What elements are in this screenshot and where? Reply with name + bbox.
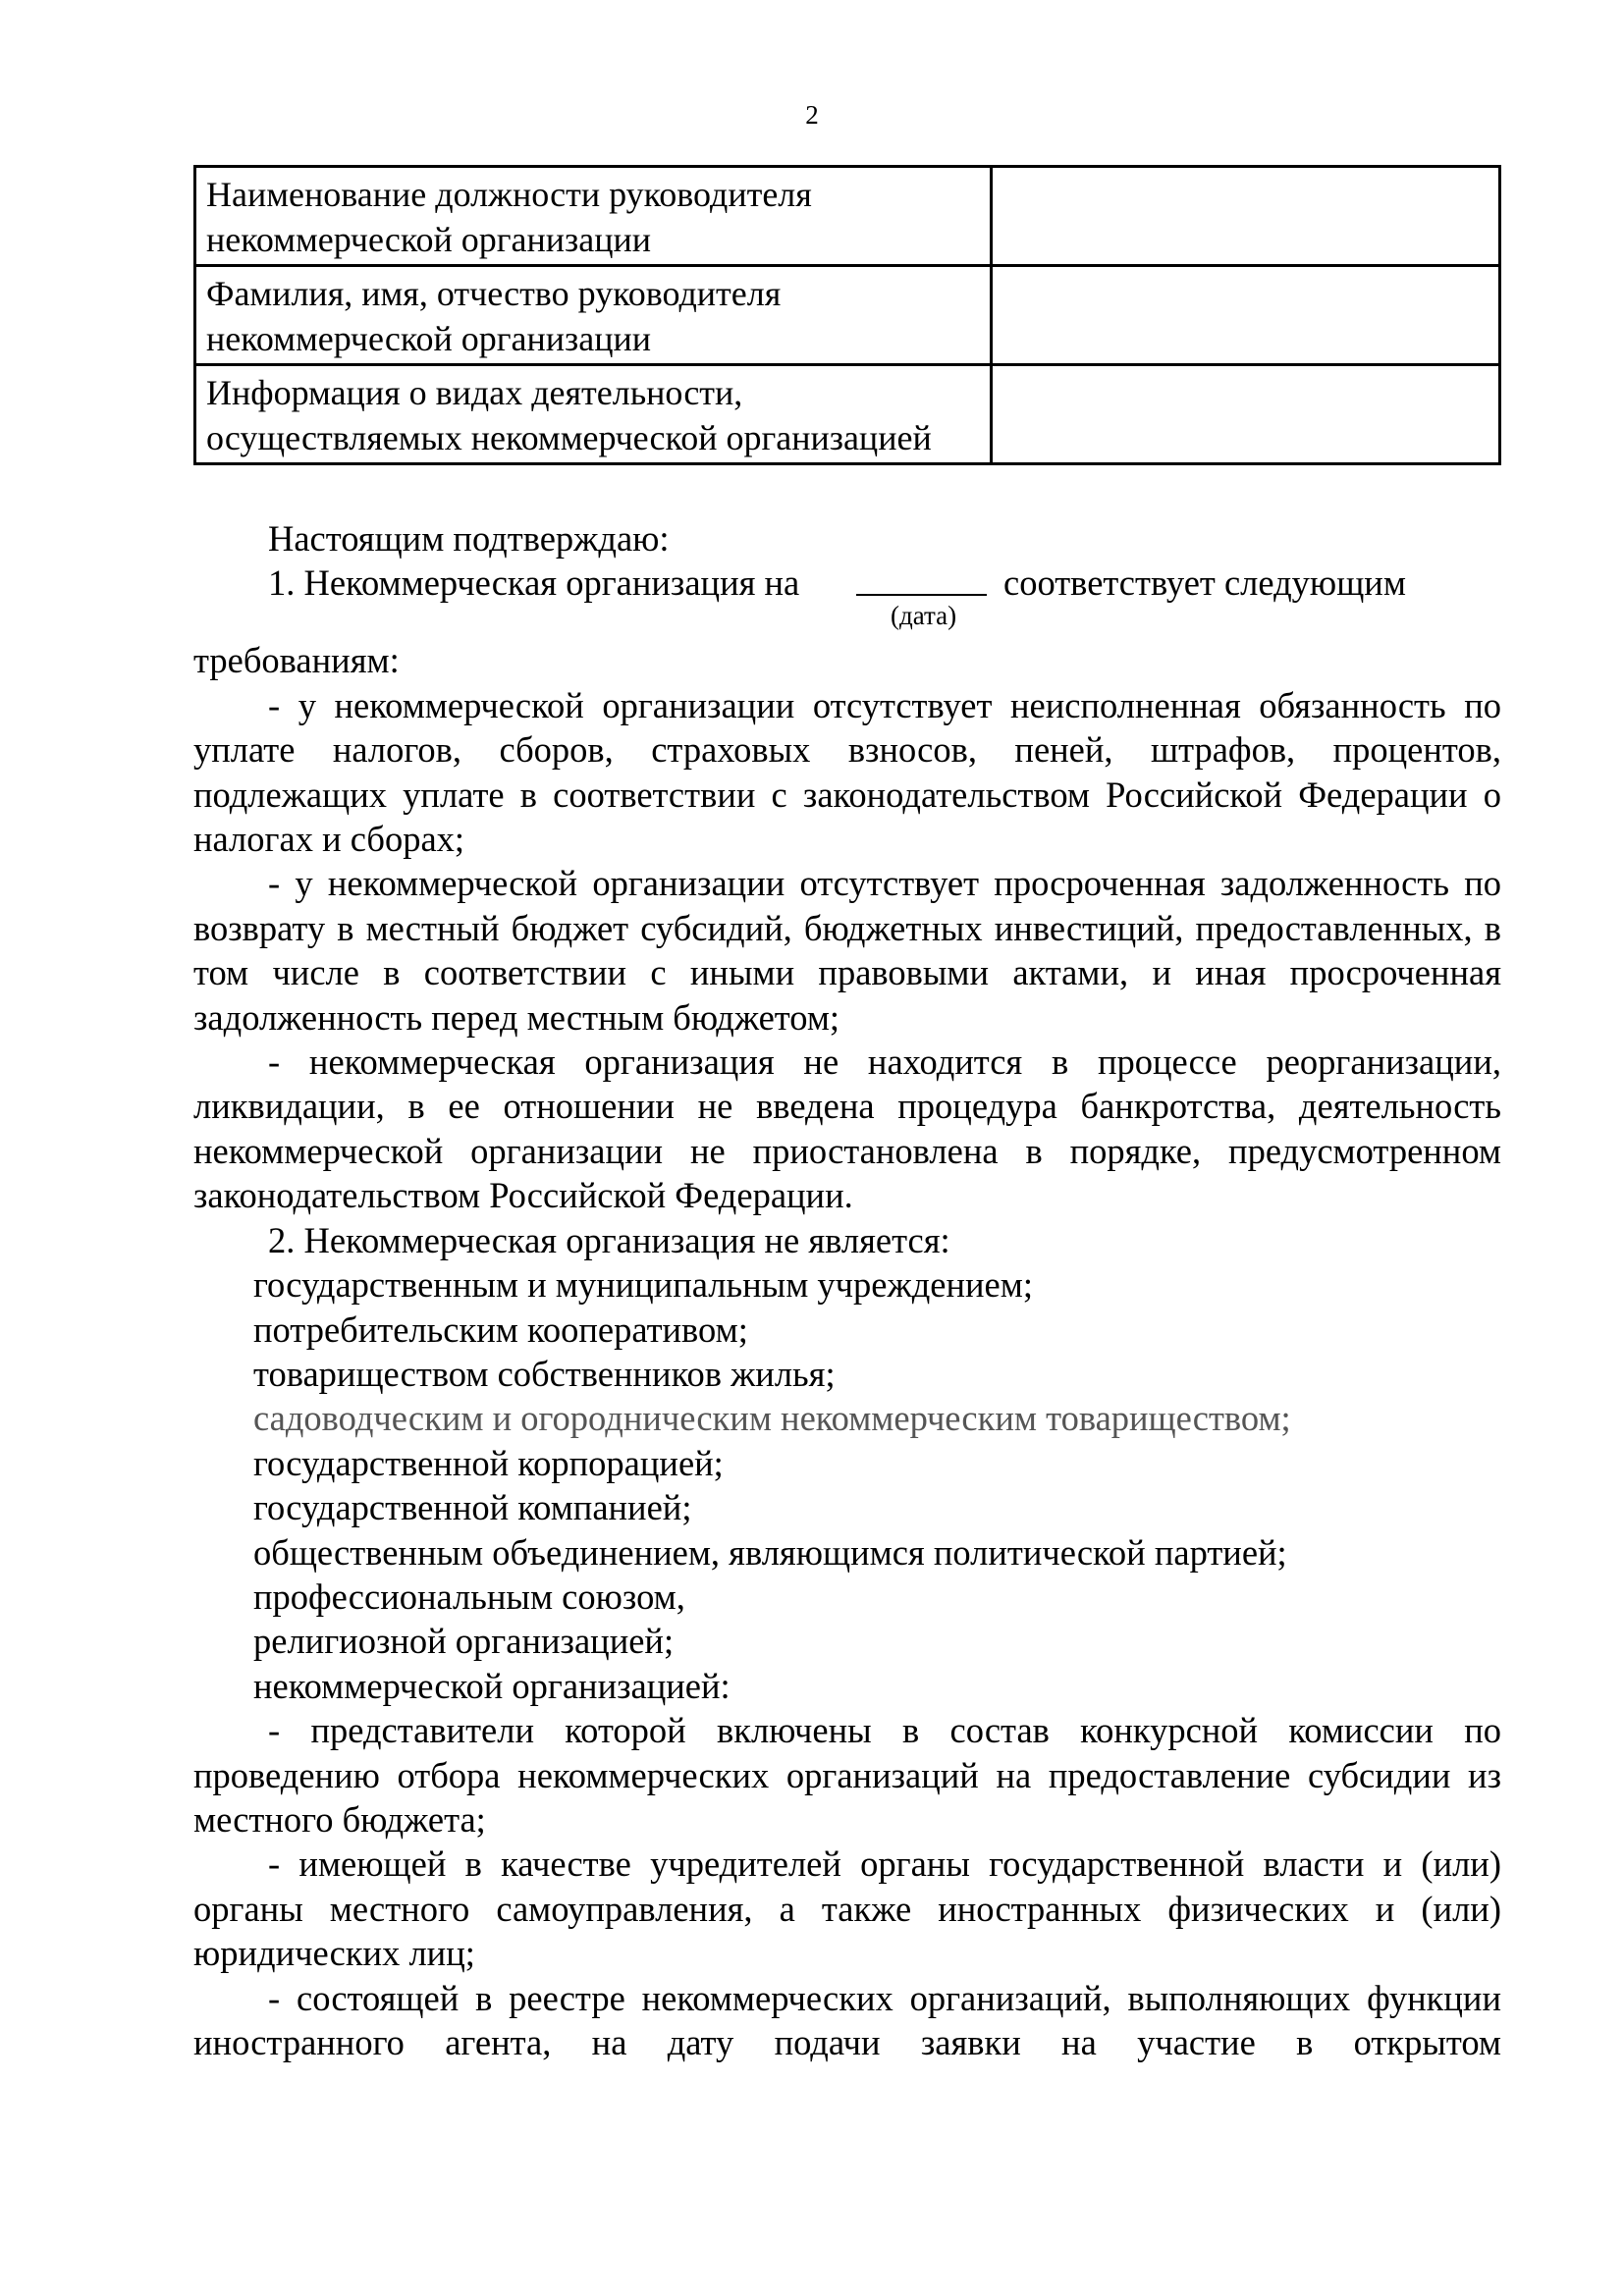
- confirm-intro: Настоящим подтверждаю:: [268, 518, 670, 559]
- item1-trail: соответствует следующим: [1003, 562, 1406, 604]
- table-value-cell[interactable]: [992, 167, 1500, 266]
- requirement-paragraph: - у некоммерческой организации отсутствует неисполненная обязанность по уплате налогов, сборов, страховых взносов, пеней, штрафов, процентов, подлежащих уплате в соответствии с законодательством Российской Федерации о налогах и сборах;: [193, 684, 1501, 860]
- requirement-paragraph: - у некоммерческой организации отсутствует просроченная задолженность по возврату в местный бюджет субсидий, бюджетных инвестиций, предоставленных, в том числе в соответствии с иными правовыми актами, и иная просроченная задолженность перед местным бюджетом;: [193, 863, 1501, 1038]
- document-body: [193, 516, 1501, 2064]
- exclusion-item: садоводческим и огородническим некоммерческим товариществом;: [253, 1398, 1291, 1439]
- table-label-cell: Фамилия, имя, отчество руководителя некоммерческой организации: [195, 266, 992, 365]
- exclusion-item: некоммерческой организацией:: [253, 1665, 731, 1706]
- nko-condition-paragraph: - состоящей в реестре некоммерческих организаций, выполняющих функции иностранного агента, на дату подачи заявки на участие в открытом: [193, 1977, 1501, 2062]
- item1-line: [193, 561, 1501, 605]
- exclusion-item: профессиональным союзом,: [253, 1575, 685, 1617]
- item2-heading: 2. Некоммерческая организация не является:: [268, 1219, 950, 1260]
- table-row: [195, 266, 1500, 365]
- date-blank-field[interactable]: [856, 594, 987, 596]
- exclusion-item: государственной корпорацией;: [253, 1442, 724, 1483]
- table-row: [195, 365, 1500, 464]
- table-label-cell: Информация о видах деятельности, осуществляемых некоммерческой организацией: [195, 365, 992, 464]
- table-label-cell: Наименование должности руководителя некоммерческой организации: [195, 167, 992, 266]
- nko-condition-paragraph: - представители которой включены в состав конкурсной комиссии по проведению отбора некоммерческих организаций на предоставление субсидии из местного бюджета;: [193, 1710, 1501, 1840]
- date-caption-row: [193, 601, 1501, 638]
- date-caption: (дата): [891, 601, 957, 631]
- exclusion-item: товариществом собственников жилья;: [253, 1353, 836, 1394]
- exclusion-item: государственным и муниципальным учреждением;: [253, 1264, 1033, 1306]
- table-value-cell[interactable]: [992, 266, 1500, 365]
- table-value-cell[interactable]: [992, 365, 1500, 464]
- organization-info-table: [193, 165, 1501, 465]
- exclusion-item: потребительским кооперативом;: [253, 1308, 748, 1350]
- item1-lead: 1. Некоммерческая организация на: [268, 562, 800, 604]
- nko-condition-paragraph: - имеющей в качестве учредителей органы государственной власти и (или) органы местного самоуправления, а также иностранных физических и (или) юридических лиц;: [193, 1843, 1501, 1974]
- page-number: 2: [805, 100, 819, 130]
- exclusion-item: религиозной организацией;: [253, 1621, 675, 1662]
- item1-continuation: требованиям:: [193, 640, 400, 681]
- table-row: [195, 167, 1500, 266]
- requirement-paragraph: - некоммерческая организация не находится в процессе реорганизации, ликвидации, в ее отношении не введена процедура банкротства, деятельность некоммерческой организации не приостановлена в порядке, предусмотренном законодательством Российской Федерации.: [193, 1041, 1501, 1216]
- exclusion-item: общественным объединением, являющимся политической партией;: [253, 1531, 1287, 1573]
- exclusion-item: государственной компанией;: [253, 1487, 692, 1528]
